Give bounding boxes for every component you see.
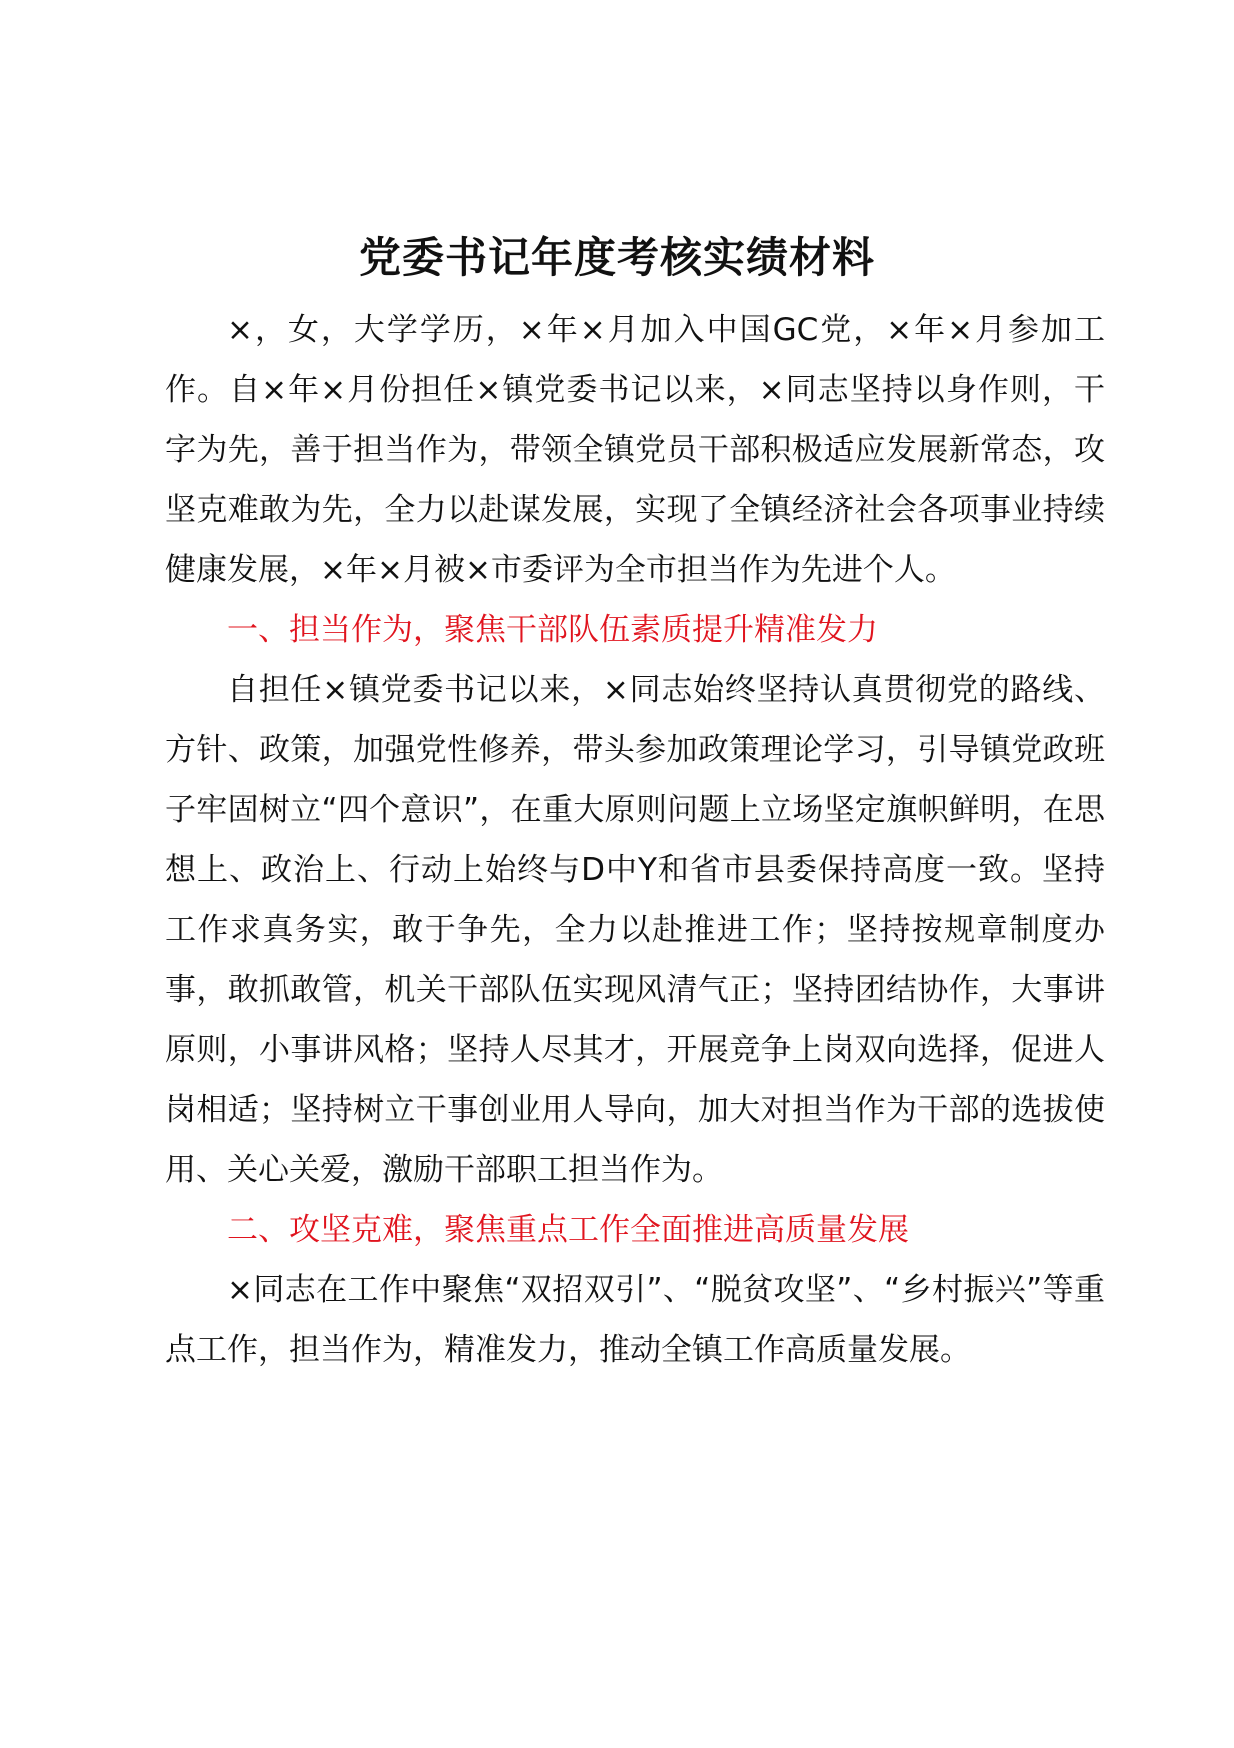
section-2-heading: 二、攻坚克难，聚焦重点工作全面推进高质量发展 <box>227 1212 909 1248</box>
document-title: 党委书记年度考核实绩材料 <box>358 233 875 283</box>
section-1-heading: 一、担当作为，聚焦干部队伍素质提升精准发力 <box>227 612 878 648</box>
section-1-paragraph: 自担任×镇党委书记以来，×同志始终坚持认真贯彻党的路线、方针、政策，加强党性修养，带头参加政策理论学习，引导镇党政班子牢固树立“四个意识”，在重大原则问题上立场坚定旗帜鲜明，在思想上、政治上、行动上始终与D中Y和省市县委保持高度一致。坚持工作求真务实，敢于争先，全力以赴推进工作；坚持按规章制度办事，敢抓敢管，机关干部队伍实现风清气正；坚持团结协作，大事讲原则，小事讲风格；坚持人尽其才，开展竞争上岗双向选择，促进人岗相适；坚持树立干事创业用人导向，加大对担当作为干部的选拔使用、关心关爱，激励干部职工担当作为。 <box>165 672 1105 1188</box>
document-body <box>165 300 1105 1380</box>
section-2-paragraph: ×同志在工作中聚焦“双招双引”、“脱贫攻坚”、“乡村振兴”等重点工作，担当作为，精准发力，推动全镇工作高质量发展。 <box>165 1272 1105 1368</box>
intro-paragraph: ×，女，大学学历，×年×月加入中国GC党，×年×月参加工作。自×年×月份担任×镇党委书记以来，×同志坚持以身作则，干字为先，善于担当作为，带领全镇党员干部积极适应发展新常态，攻坚克难敢为先，全力以赴谋发展，实现了全镇经济社会各项事业持续健康发展，×年×月被×市委评为全市担当作为先进个人。 <box>165 312 1105 588</box>
